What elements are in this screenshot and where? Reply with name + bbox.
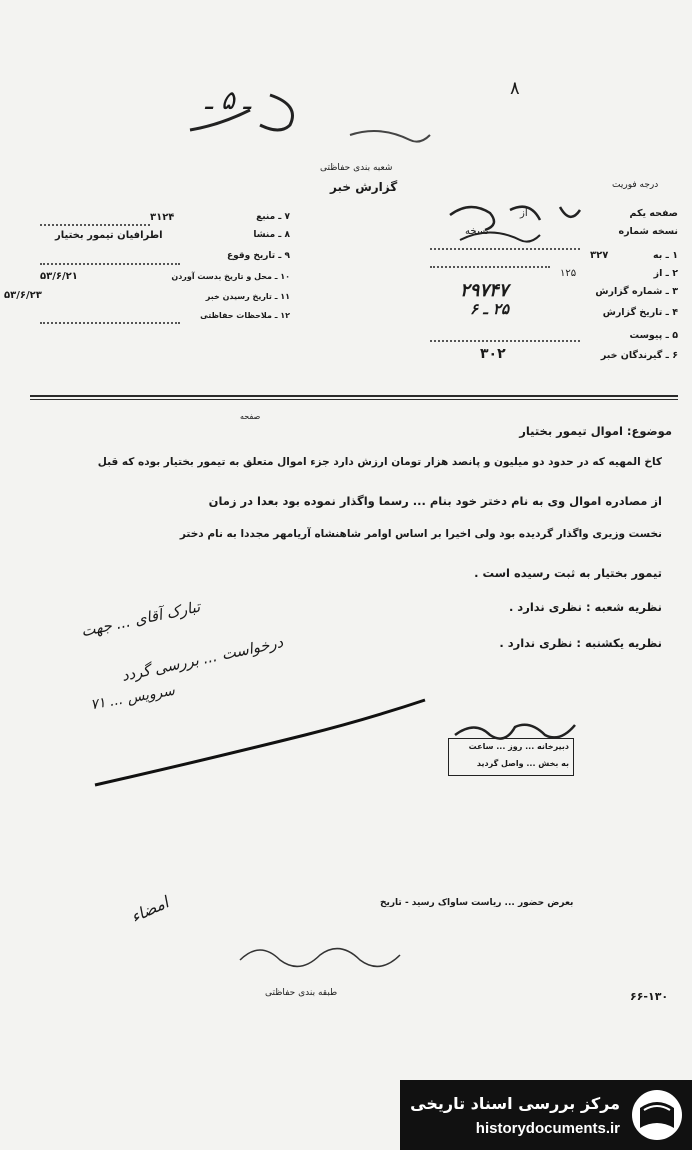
- right-label-1: نسخه شماره: [618, 226, 678, 237]
- signature: امضاء: [127, 892, 172, 927]
- right-value-0: از: [520, 208, 528, 219]
- left-label-4: ۱۱ ـ تاریخ رسیدن خبر: [205, 292, 290, 301]
- right-label-2: ۱ ـ به: [652, 250, 678, 261]
- top-scribble: ـ ۵ ـ: [205, 86, 251, 116]
- right-label-4: ۳ ـ شماره گزارش: [595, 286, 678, 297]
- left-label-1: ۸ ـ منشا: [253, 230, 290, 240]
- body-line-0: کاخ المهیه که در حدود دو میلیون و پانصد هزار تومان ارزش دارد جزء اموال متعلق به تیمور بختیار بوده که قبل: [97, 456, 662, 468]
- stamp-line-2: به بخش ... واصل گردید: [476, 759, 569, 768]
- body-line-1: از مصادره اموال وی به نام دختر خود بنام ... رسما واگذار نموده بود بعدا در زمان: [208, 494, 662, 508]
- left-label-5: ۱۲ ـ ملاحظات حفاظتی: [200, 311, 290, 320]
- left-value-3: ۵۳/۶/۲۱: [40, 271, 78, 282]
- right-value-5: ۲۵ ـ ۶: [470, 300, 510, 318]
- body-line-2: نخست وزیری واگذار گردیده بود ولی اخیرا بر اساس اوامر شاهنشاه آریامهر مجددا به نام دختر: [179, 528, 662, 540]
- top-scribble-stroke: [180, 85, 440, 155]
- margin-note: صفحه: [240, 412, 261, 421]
- right-label-0: صفحه یکم: [629, 208, 678, 219]
- right-value-3: ۱۲۵: [560, 268, 577, 279]
- body-line-3: تیمور بختیار به ثبت رسیده است .: [474, 566, 662, 580]
- right-dotline-1: [430, 248, 580, 250]
- right-value-1: نسخه: [465, 226, 489, 237]
- left-label-3: ۱۰ ـ محل و تاریخ بدست آوردن: [171, 272, 290, 281]
- footer-watermark: [400, 1080, 692, 1150]
- right-value-2: ۳۲۷: [590, 250, 609, 261]
- right-value-4: ۲۹۷۴۷: [460, 280, 509, 301]
- signature-scribble: [230, 935, 430, 985]
- receipt-stamp: [448, 738, 574, 776]
- left-label-2: ۹ ـ تاریخ وقوع: [226, 251, 290, 261]
- right-dotline-2: [430, 266, 550, 268]
- left-value-1: اطرافیان تیمور بختیار: [55, 230, 163, 241]
- header-divider-top: [30, 395, 678, 397]
- footer-url[interactable]: historydocuments.ir: [475, 1120, 620, 1137]
- left-label-0: ۷ ـ منبع: [256, 212, 290, 222]
- archive-logo: [630, 1088, 684, 1142]
- subject-line: موضوع: اموال تیمور بختیار: [519, 424, 672, 438]
- header-divider-bottom: [30, 399, 678, 400]
- left-value-4: ۵۳/۶/۲۳: [4, 290, 42, 301]
- right-label-5: ۴ ـ تاریخ گزارش: [602, 307, 678, 318]
- right-value-7: ۳۰۲: [480, 346, 506, 362]
- report-title: گزارش خبر: [330, 180, 398, 194]
- right-dotline-3: [430, 340, 580, 342]
- subtitle: شعبه بندی حفاظتی: [320, 163, 393, 173]
- left-dotline-0: [40, 224, 150, 226]
- distribution-line: بعرض حضور ... ریاست ساواک رسید - تاریخ: [380, 898, 574, 908]
- doc-code: ۶۶-۱۳۰: [630, 990, 669, 1003]
- handwritten-note-line-0: تبارک آقای ... جهت: [79, 597, 202, 641]
- right-label-6: ۵ ـ پیوست: [629, 330, 678, 341]
- stamp-line-1: دبیرخانه ... روز ... ساعت: [468, 742, 569, 751]
- handwritten-note-line-2: سرویس ... ۷۱: [89, 682, 177, 714]
- body-line-4: نظریه شعبه : نظری ندارد .: [508, 600, 662, 614]
- corner-number: ٨: [510, 78, 520, 99]
- left-value-0: ۳۱۲۴: [150, 212, 175, 223]
- urgency-label: درجه فوریت: [612, 180, 659, 190]
- handwritten-underline: [85, 690, 435, 810]
- body-line-5: نظریه یکشنبه : نظری ندارد .: [499, 636, 662, 650]
- left-dotline-2: [40, 263, 180, 265]
- handwritten-header-marks: [430, 195, 610, 255]
- classification-label: طبقه بندی حفاظتی: [265, 988, 338, 998]
- right-label-7: ۶ ـ گیرندگان خبر: [600, 350, 678, 361]
- footer-org-name: مرکز بررسی اسناد تاریخی: [410, 1094, 620, 1113]
- left-dotline-5: [40, 322, 180, 324]
- right-label-3: ۲ ـ از: [653, 268, 678, 279]
- handwritten-note-line-1: درخواست ... بررسی گردد: [119, 633, 285, 685]
